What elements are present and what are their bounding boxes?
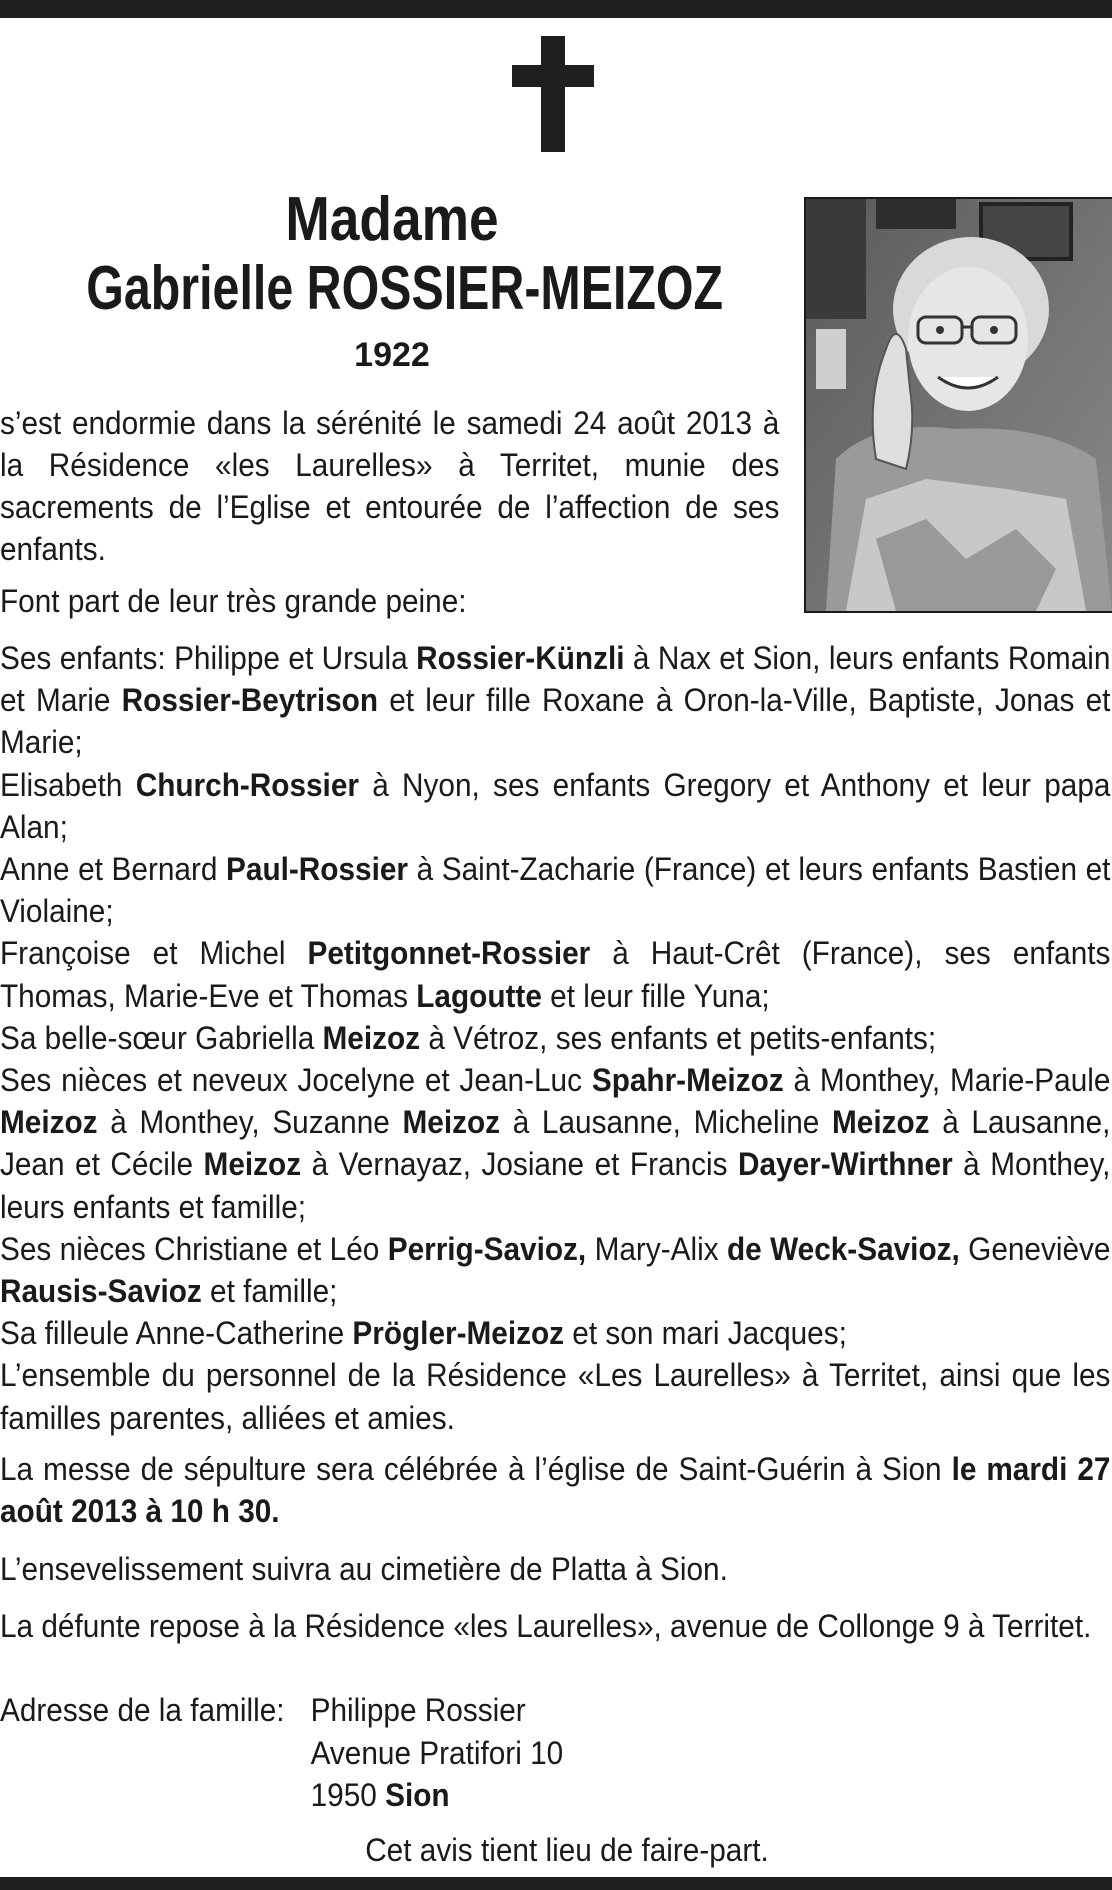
family-entry: Françoise et Michel Petitgonnet-Rossier à Haut-Crêt (France), ses enfants Thomas, Marie-Eve et Thomas Lagoutte et leur fille Yuna; xyxy=(0,935,1111,1014)
repose-paragraph: La défunte repose à la Résidence «les Laurelles», avenue de Collonge 9 à Territet. xyxy=(0,1608,1092,1644)
address-line2: Avenue Pratifori 10 xyxy=(310,1734,564,1771)
family-surname: Meizoz xyxy=(831,1104,930,1141)
family-surname: Perrig-Savioz, xyxy=(387,1230,587,1267)
address-label: Adresse de la famille: xyxy=(0,1692,285,1728)
family-entry: Ses nièces et neveux Jocelyne et Jean-Luc Spahr-Meizoz à Monthey, Marie-Paule Meizoz à Monthey, Suzanne Meizoz à Lausanne, Micheline Meizoz à Lausanne, Jean et Cécile Meizoz à Vernayaz, Josiane et Francis Dayer-Wirthner à Monthey, leurs enfants et famille; xyxy=(0,1062,1111,1225)
family-entry: L’ensemble du personnel de la Résidence «Les Laurelles» à Territet, ainsi que les familles parentes, alliées et amies. xyxy=(0,1357,1111,1436)
family-list xyxy=(0,637,1110,1439)
family-surname: Rossier-Künzli xyxy=(416,640,625,676)
family-surname: Dayer-Wirthner xyxy=(737,1146,953,1183)
burial-paragraph: L’ensevelissement suivra au cimetière de Platta à Sion. xyxy=(0,1551,728,1587)
mass-date: le mardi 27 août 2013 à 10 h 30. xyxy=(0,1451,1111,1530)
family-surname: Meizoz xyxy=(0,1104,98,1141)
family-surname: Rossier-Beytrison xyxy=(121,682,379,719)
birth-year: 1922 xyxy=(354,336,430,374)
family-address xyxy=(0,1689,744,1817)
address-city: Sion xyxy=(385,1777,450,1813)
bottom-rule xyxy=(0,1877,1112,1890)
family-entry: Sa belle-sœur Gabriella Meizoz à Vétroz, ses enfants et petits-enfants; xyxy=(0,1019,937,1056)
family-entry: Sa filleule Anne-Catherine Prögler-Meizoz et son mari Jacques; xyxy=(0,1315,847,1352)
family-surname: Meizoz xyxy=(203,1146,302,1183)
deceased-name: Gabrielle ROSSIER-MEIZOZ xyxy=(86,254,724,323)
cross-icon xyxy=(512,36,594,152)
top-rule xyxy=(0,0,1112,18)
family-surname: Church-Rossier xyxy=(135,766,359,803)
family-surname: Rausis-Savioz xyxy=(0,1273,202,1310)
obituary-header xyxy=(0,186,784,378)
family-surname: Paul-Rossier xyxy=(226,851,408,888)
address-postcode: 1950 xyxy=(310,1777,386,1813)
closing-note: Cet avis tient lieu de faire-part. xyxy=(365,1832,769,1868)
family-entry: Elisabeth Church-Rossier à Nyon, ses enfants Gregory et Anthony et leur papa Alan; xyxy=(0,766,1111,845)
family-surname: Lagoutte xyxy=(416,977,542,1014)
family-surname: de Weck-Savioz, xyxy=(726,1230,960,1267)
family-surname: Spahr-Meizoz xyxy=(591,1062,784,1099)
family-entry: Anne et Bernard Paul-Rossier à Saint-Zacharie (France) et leurs enfants Bastien et Violaine; xyxy=(0,851,1111,930)
funeral-mass-paragraph: La messe de sépulture sera célébrée à l’église de Saint-Guérin à Sion le mardi 27 août 2013 à 10 h 30. xyxy=(0,1451,1111,1530)
title-salutation: Madame xyxy=(285,185,499,254)
intro-paragraph: s’est endormie dans la sérénité le samedi 24 août 2013 à la Résidence «les Laurelles» à Territet, munie des sacrements de l’Eglise et entourée de l’affection de ses enfants. xyxy=(0,405,780,567)
family-surname: Petitgonnet-Rossier xyxy=(307,935,591,972)
font-part-line: Font part de leur très grande peine: xyxy=(0,583,467,619)
family-surname: Meizoz xyxy=(322,1019,421,1056)
family-entry: Ses nièces Christiane et Léo Perrig-Savioz, Mary-Alix de Weck-Savioz, Geneviève Rausis-Savioz et famille; xyxy=(0,1230,1111,1310)
address-line1: Philippe Rossier xyxy=(310,1692,526,1728)
family-entry: Ses enfants: Philippe et Ursula Rossier-Künzli à Nax et Sion, leurs enfants Romain et Marie Rossier-Beytrison et leur fille Roxane à Oron-la-Ville, Baptiste, Jonas et Marie; xyxy=(0,640,1111,761)
portrait-photo xyxy=(804,197,1112,613)
family-surname: Prögler-Meizoz xyxy=(352,1315,565,1352)
family-surname: Meizoz xyxy=(402,1104,501,1141)
